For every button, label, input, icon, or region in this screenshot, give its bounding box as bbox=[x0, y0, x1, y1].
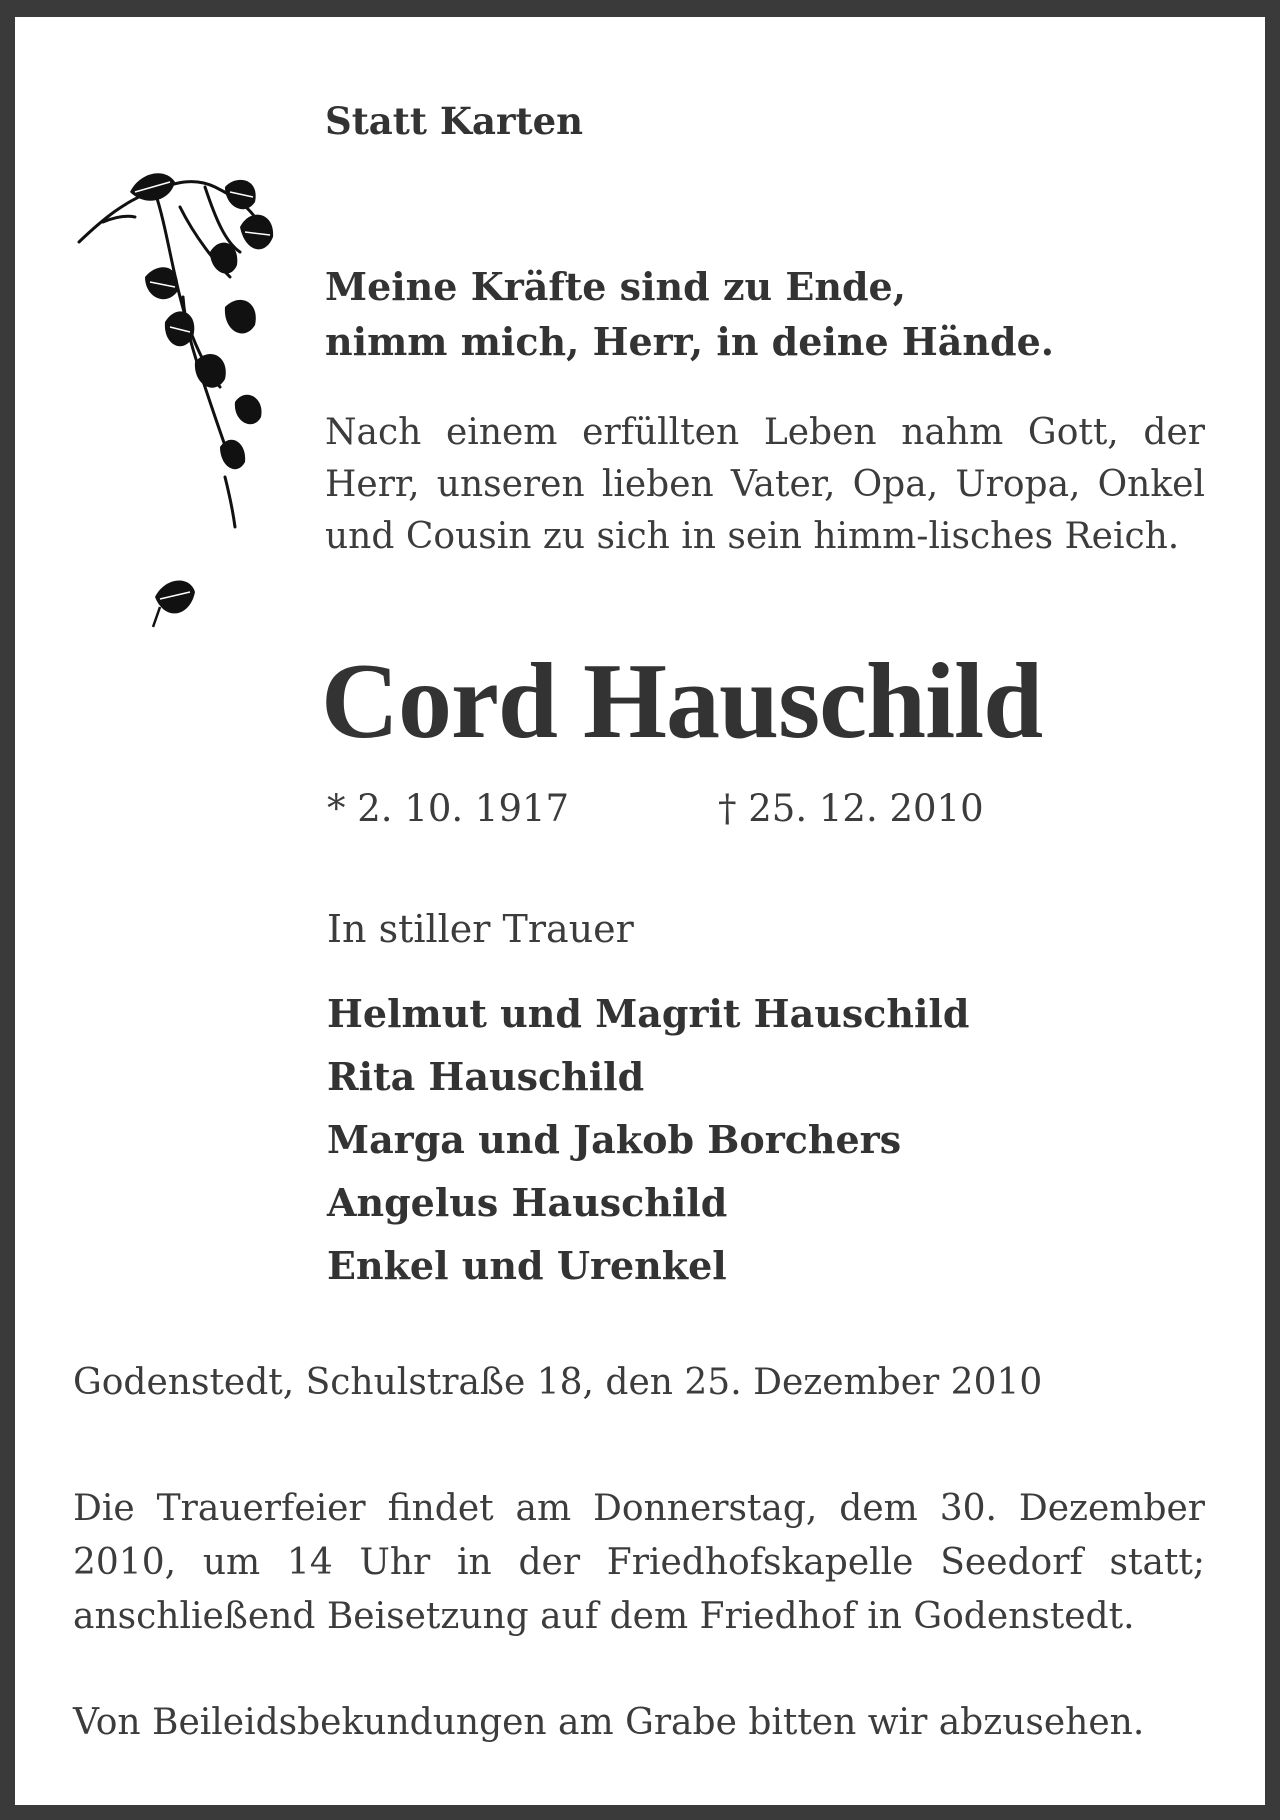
ceremony-paragraph: Die Trauerfeier findet am Donnerstag, dem 30. Dezember 2010, um 14 Uhr in der Friedhofskapelle Seedorf statt; anschließend Beisetzung auf dem Friedhof in Godenstedt. bbox=[73, 1488, 1205, 1637]
list-item: Angelus Hauschild bbox=[327, 1180, 728, 1225]
bible-verse bbox=[325, 259, 1054, 369]
list-item: Enkel und Urenkel bbox=[327, 1243, 727, 1288]
mourning-heading: In stiller Trauer bbox=[327, 907, 634, 951]
place-and-date: Godenstedt, Schulstraße 18, den 25. Dezember 2010 bbox=[73, 1362, 1043, 1403]
closing-note: Von Beileidsbekundungen am Grabe bitten wir abzusehen. bbox=[73, 1702, 1145, 1743]
list-item: Rita Hauschild bbox=[327, 1054, 645, 1099]
birth-date: * 2. 10. 1917 bbox=[327, 787, 570, 830]
death-date: † 25. 12. 2010 bbox=[718, 787, 984, 830]
list-item: Helmut und Magrit Hauschild bbox=[327, 991, 970, 1036]
verse-line-2: nimm mich, Herr, in deine Hände. bbox=[325, 319, 1055, 364]
deceased-name: Cord Hauschild bbox=[321, 642, 1043, 761]
mourners-list bbox=[327, 982, 969, 1297]
intro-paragraph: Nach einem erfüllten Leben nahm Gott, der Herr, unseren lieben Vater, Opa, Uropa, Onkel und Cousin zu sich in sein himm-lisches Reich. bbox=[325, 412, 1205, 557]
verse-line-1: Meine Kräfte sind zu Ende, bbox=[325, 264, 906, 309]
statt-karten-label: Statt Karten bbox=[325, 99, 584, 143]
obituary-card bbox=[15, 17, 1265, 1805]
list-item: Marga und Jakob Borchers bbox=[327, 1117, 902, 1162]
birch-branch-icon bbox=[65, 147, 305, 667]
